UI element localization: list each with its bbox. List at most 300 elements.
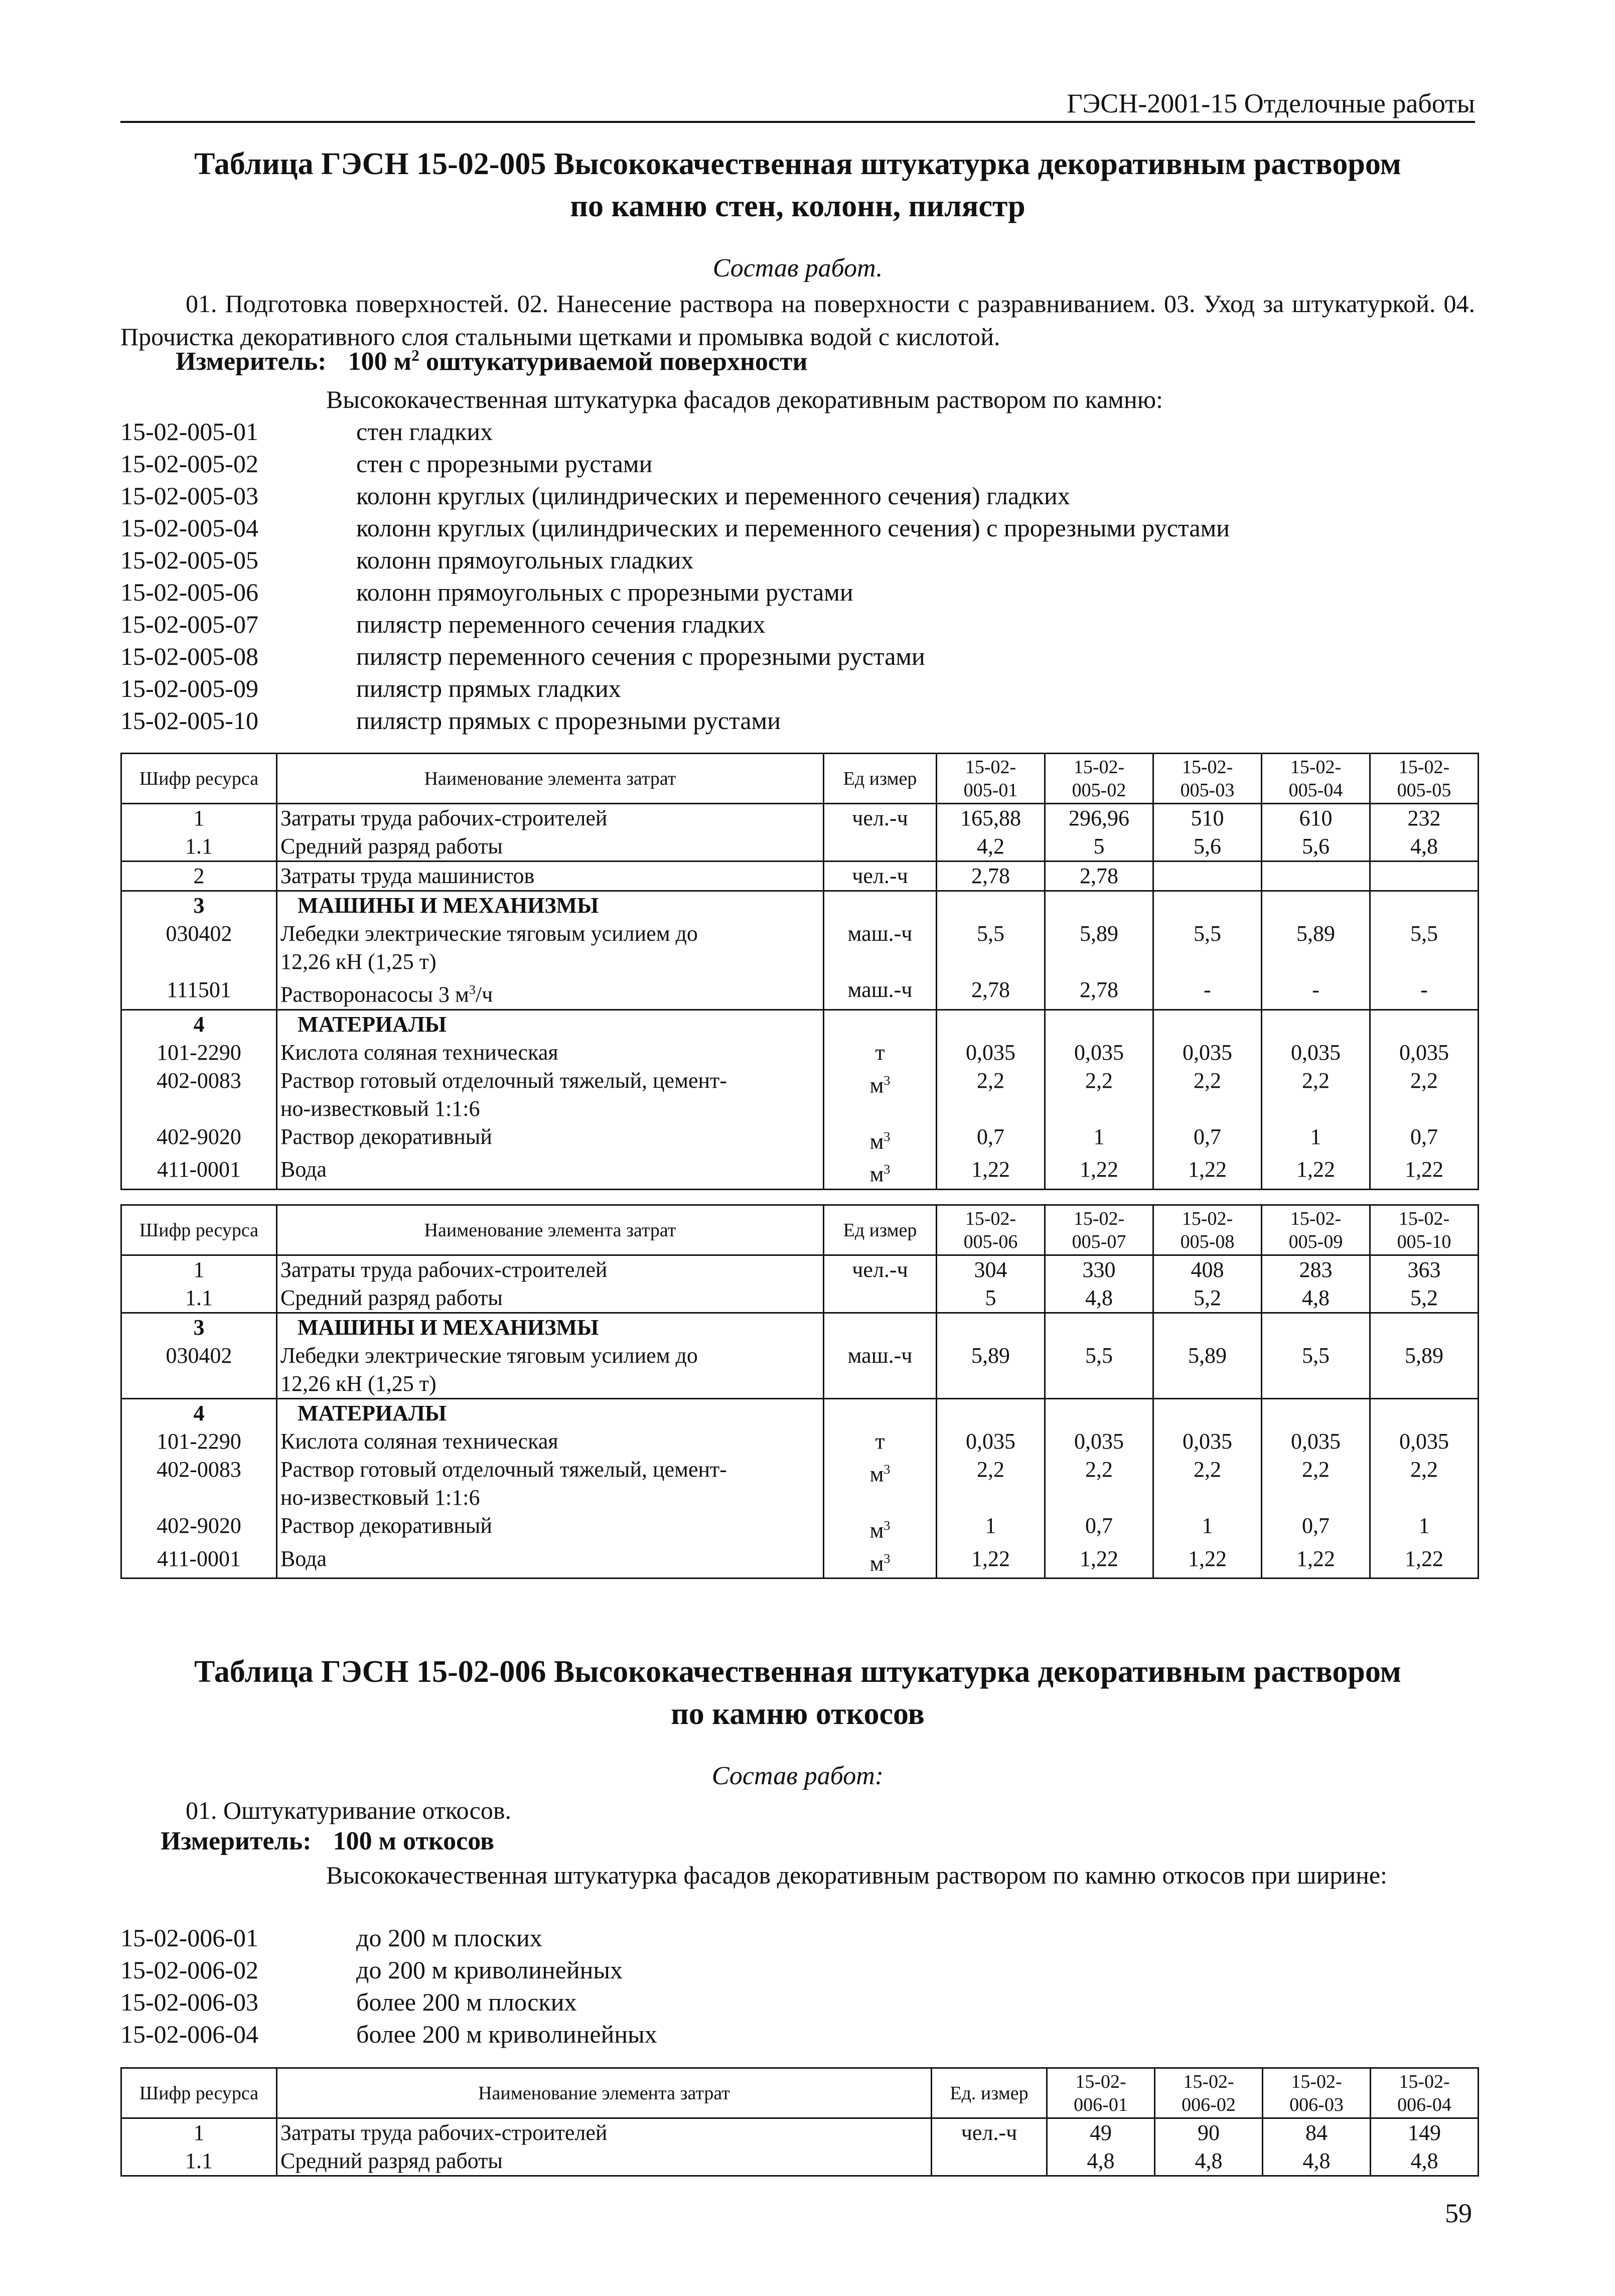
resource-table-1 (120, 753, 1479, 1190)
row-value: 4,8 (1155, 2147, 1263, 2176)
col-top: 15-02- (1182, 1208, 1233, 1229)
code-row (120, 672, 1475, 704)
table-row (121, 1067, 1479, 1123)
col-top: 15-02- (1073, 1208, 1125, 1229)
code: 15-02-005-02 (120, 450, 258, 478)
table-header-row (121, 2068, 1479, 2118)
table-row (121, 862, 1479, 891)
row-value: 296,96 (1045, 804, 1153, 833)
row-value: - (1153, 976, 1262, 1010)
section1-title (120, 143, 1475, 227)
row-value (1370, 862, 1479, 891)
header-col (1263, 2068, 1371, 2118)
row-value: 2,78 (937, 862, 1045, 891)
row-code: 402-9020 (121, 1512, 277, 1545)
col-bottom: 006-04 (1397, 2094, 1451, 2115)
header-col (1045, 1205, 1153, 1255)
row-value: 5,89 (1153, 1342, 1262, 1399)
table-row (121, 1284, 1479, 1313)
code: 15-02-006-04 (120, 2020, 258, 2048)
section2-title (120, 1651, 1475, 1735)
row-unit: чел.-ч (932, 2118, 1047, 2147)
row-unit (824, 832, 937, 862)
code-row (120, 1922, 1475, 1954)
col-bottom: 005-01 (963, 779, 1018, 801)
row-value: 5 (937, 1284, 1045, 1313)
row-code: 402-9020 (121, 1123, 277, 1156)
row-name: Кислота соляная техническая (277, 1039, 824, 1067)
table-row (121, 920, 1479, 976)
table-row (121, 976, 1479, 1010)
code: 15-02-005-01 (120, 417, 258, 446)
row-unit: т (824, 1427, 937, 1456)
col-top: 15-02- (1290, 756, 1342, 778)
col-top: 15-02- (1291, 2071, 1342, 2092)
row-name: Раствор декоративный (277, 1123, 824, 1156)
row-value: 49 (1047, 2118, 1155, 2147)
row-name-sup: 3 (469, 982, 476, 997)
row-name-b: /ч (475, 982, 493, 1007)
header-code: Шифр ресурса (121, 1205, 277, 1255)
row-code: 402-0083 (121, 1456, 277, 1512)
row-name: Вода (277, 1156, 824, 1189)
row-value: 1 (937, 1512, 1045, 1545)
row-value: 2,2 (1262, 1456, 1370, 1512)
row-value: 283 (1262, 1255, 1370, 1284)
code-desc: до 200 м плоских (356, 1924, 542, 1952)
header-unit: Ед. измер (932, 2068, 1047, 2118)
col-bottom: 005-04 (1288, 779, 1343, 801)
row-code: 101-2290 (121, 1427, 277, 1456)
code-row (120, 2018, 1475, 2050)
code-row (120, 1986, 1475, 2018)
row-unit: маш.-ч (824, 920, 937, 976)
row-value: 330 (1045, 1255, 1153, 1284)
row-code: 101-2290 (121, 1039, 277, 1067)
row-name-line2: но-известковый 1:1:6 (280, 1485, 480, 1510)
row-value: 5,2 (1370, 1284, 1479, 1313)
row-value: 304 (937, 1255, 1045, 1284)
header-name: Наименование элемента затрат (277, 754, 824, 804)
col-bottom: 005-08 (1180, 1231, 1235, 1252)
table-row (121, 2147, 1479, 2176)
row-value: 2,2 (937, 1067, 1045, 1123)
code-desc: стен с прорезными рустами (356, 450, 653, 478)
row-value: 1 (1045, 1123, 1153, 1156)
code-row (120, 512, 1475, 544)
row-value: 1,22 (1262, 1545, 1370, 1578)
code-desc: более 200 м плоских (356, 1988, 577, 2016)
row-value: 1,22 (1153, 1156, 1262, 1189)
row-value: 2,2 (1262, 1067, 1370, 1123)
unit-sup: 3 (884, 1129, 891, 1144)
code-desc: колонн прямоугольных гладких (356, 546, 694, 574)
row-value: 0,035 (937, 1039, 1045, 1067)
unit-text: м (869, 1162, 884, 1187)
col-bottom: 005-03 (1180, 779, 1235, 801)
section2-title-line1: Таблица ГЭСН 15-02-006 Высококачественная штукатурка декоративным раствором (194, 1655, 1401, 1689)
row-name: Затраты труда машинистов (277, 862, 824, 891)
row-value: 0,035 (1370, 1039, 1479, 1067)
unit-sup: 3 (884, 1551, 891, 1566)
row-code: 411-0001 (121, 1545, 277, 1578)
code-row (120, 544, 1475, 576)
table-row (121, 1123, 1479, 1156)
row-name: Раствор декоративный (277, 1512, 824, 1545)
row-value: 84 (1263, 2118, 1371, 2147)
empty-cell (824, 1313, 937, 1342)
code-row (120, 1954, 1475, 1986)
row-value: 5,5 (1045, 1342, 1153, 1399)
section1-work-composition: 01. Подготовка поверхностей. 02. Нанесение раствора на поверхности с разравниванием. 03. Уход за штукатуркой. 04. Прочистка декоративного слоя стальными щетками и промывка водой с кислотой. (120, 290, 1475, 351)
row-value: 610 (1262, 804, 1370, 833)
row-unit: маш.-ч (824, 976, 937, 1010)
table-row (121, 1545, 1479, 1578)
row-value: 0,035 (1262, 1427, 1370, 1456)
row-unit: т (824, 1039, 937, 1067)
row-value: 408 (1153, 1255, 1262, 1284)
section1-measure (176, 346, 808, 376)
table-row (121, 1427, 1479, 1456)
unit-sup: 3 (884, 1162, 891, 1177)
resource-table-2 (120, 1204, 1479, 1579)
table-row (121, 1255, 1479, 1284)
row-name: Средний разряд работы (277, 1284, 824, 1313)
page-number: 59 (1445, 2198, 1472, 2228)
row-code: 411-0001 (121, 1156, 277, 1189)
empty-cell (937, 1010, 1045, 1039)
header-unit: Ед измер (824, 754, 937, 804)
row-name (277, 920, 824, 976)
row-value: 2,2 (1045, 1456, 1153, 1512)
header-col (1371, 2068, 1479, 2118)
col-bottom: 005-05 (1397, 779, 1451, 801)
row-name: Затраты труда рабочих-строителей (277, 2118, 932, 2147)
row-name-line2: 12,26 кН (1,25 т) (280, 949, 436, 974)
header-name: Наименование элемента затрат (277, 1205, 824, 1255)
row-value: 0,7 (1262, 1512, 1370, 1545)
code: 15-02-005-06 (120, 578, 258, 606)
row-value: 4,8 (1370, 832, 1479, 862)
empty-cell (937, 891, 1045, 920)
col-bottom: 006-03 (1289, 2094, 1344, 2115)
empty-cell (1153, 1399, 1262, 1428)
unit-sup: 3 (884, 1462, 891, 1477)
row-name (277, 1067, 824, 1123)
col-top: 15-02- (1182, 756, 1233, 778)
row-value: 0,035 (1045, 1427, 1153, 1456)
section1-title-line2: по камню стен, колонн, пилястр (570, 189, 1025, 223)
empty-cell (1045, 1313, 1153, 1342)
header-col (1155, 2068, 1263, 2118)
table-header-row (121, 754, 1479, 804)
table-row (121, 1156, 1479, 1189)
row-value: 1,22 (937, 1545, 1045, 1578)
row-unit (824, 1545, 937, 1578)
row-unit (824, 1456, 937, 1512)
code-row (120, 640, 1475, 672)
row-value: 1,22 (1153, 1545, 1262, 1578)
col-bottom: 006-01 (1074, 2094, 1128, 2115)
row-value: 5,89 (1262, 920, 1370, 976)
row-name (277, 1456, 824, 1512)
empty-cell (1370, 1399, 1479, 1428)
row-unit (824, 1156, 937, 1189)
row-name: Средний разряд работы (277, 832, 824, 862)
row-value: 1,22 (1370, 1156, 1479, 1189)
section2-work-composition-title: Состав работ: (711, 1762, 884, 1790)
unit-text: м (869, 1462, 884, 1487)
empty-cell (1262, 1399, 1370, 1428)
table-row (121, 1512, 1479, 1545)
row-value: 2,2 (1370, 1456, 1479, 1512)
row-value: 149 (1371, 2118, 1479, 2147)
header-name: Наименование элемента затрат (277, 2068, 932, 2118)
row-value: 232 (1370, 804, 1479, 833)
col-top: 15-02- (1073, 756, 1125, 778)
row-unit: чел.-ч (824, 804, 937, 833)
row-code: 402-0083 (121, 1067, 277, 1123)
col-top: 15-02- (1290, 1208, 1342, 1229)
row-unit (824, 1512, 937, 1545)
row-code: 030402 (121, 1342, 277, 1399)
code-desc: колонн прямоугольных с прорезными рустами (356, 578, 853, 606)
section1-intro: Высококачественная штукатурка фасадов декоративным раствором по камню: (326, 385, 1163, 413)
row-value: 1,22 (937, 1156, 1045, 1189)
row-name-line1: Раствор готовый отделочный тяжелый, цемент- (280, 1068, 727, 1093)
row-value: 5,6 (1262, 832, 1370, 862)
col-bottom: 006-02 (1182, 2094, 1236, 2115)
header-col (1153, 754, 1262, 804)
code-desc: колонн круглых (цилиндрических и переменного сечения) с прорезными рустами (356, 514, 1230, 542)
table-row (121, 1342, 1479, 1399)
row-value: 0,035 (1153, 1427, 1262, 1456)
code: 15-02-005-04 (120, 514, 258, 542)
header-col (1262, 1205, 1370, 1255)
col-top: 15-02- (965, 756, 1016, 778)
row-value: 2,2 (1153, 1067, 1262, 1123)
col-top: 15-02- (1398, 1208, 1450, 1229)
col-bottom: 005-06 (963, 1231, 1018, 1252)
code-desc: стен гладких (356, 417, 493, 446)
code-desc: пилястр прямых гладких (356, 674, 621, 702)
row-value: 1 (1153, 1512, 1262, 1545)
code-row (120, 480, 1475, 512)
col-bottom: 005-02 (1072, 779, 1126, 801)
group-title: МАШИНЫ И МЕХАНИЗМЫ (277, 891, 824, 920)
row-code: 030402 (121, 920, 277, 976)
measure-rest: оштукатуриваемой поверхности (426, 347, 808, 376)
empty-cell (1370, 891, 1479, 920)
col-top: 15-02- (1398, 756, 1450, 778)
section2-intro: Высококачественная штукатурка фасадов декоративным раствором по камню откосов при ширине: (326, 1861, 1387, 1889)
table-row (121, 832, 1479, 862)
unit-text: м (869, 1073, 884, 1098)
row-value: 4,8 (1371, 2147, 1479, 2176)
row-value: 1,22 (1262, 1156, 1370, 1189)
code-desc: пилястр переменного сечения с прорезными рустами (356, 642, 925, 670)
code: 15-02-006-03 (120, 1988, 258, 2016)
row-value: 5 (1045, 832, 1153, 862)
row-value: 5,89 (1045, 920, 1153, 976)
row-name: Вода (277, 1545, 824, 1578)
section1-title-line1: Таблица ГЭСН 15-02-005 Высококачественная штукатурка декоративным раствором (194, 147, 1401, 181)
row-value: 5,89 (937, 1342, 1045, 1399)
empty-cell (824, 1010, 937, 1039)
row-value: 1,22 (1370, 1545, 1479, 1578)
empty-cell (824, 891, 937, 920)
row-name-a: Растворонасосы 3 м (280, 982, 469, 1007)
row-name: Средний разряд работы (277, 2147, 932, 2176)
measure-label: Измеритель: (161, 1827, 312, 1855)
row-value: 1 (1262, 1123, 1370, 1156)
unit-sup: 3 (884, 1518, 891, 1533)
row-code: 4 (121, 1010, 277, 1039)
section2-title-line2: по камню откосов (671, 1697, 925, 1731)
unit-text: м (869, 1518, 884, 1543)
row-value: - (1370, 976, 1479, 1010)
row-value: 0,035 (937, 1427, 1045, 1456)
row-unit (824, 1123, 937, 1156)
row-code: 2 (121, 862, 277, 891)
header-code: Шифр ресурса (121, 754, 277, 804)
empty-cell (1262, 891, 1370, 920)
row-name (277, 1342, 824, 1399)
code-row (120, 704, 1475, 737)
row-code: 4 (121, 1399, 277, 1428)
row-unit (824, 1067, 937, 1123)
header-unit: Ед измер (824, 1205, 937, 1255)
row-value: 0,035 (1153, 1039, 1262, 1067)
row-code: 1 (121, 2118, 277, 2147)
row-value: 2,2 (1370, 1067, 1479, 1123)
row-value: 0,035 (1370, 1427, 1479, 1456)
row-code: 1 (121, 804, 277, 833)
code-row (120, 448, 1475, 480)
col-top: 15-02- (1183, 2071, 1234, 2092)
empty-cell (1262, 1313, 1370, 1342)
row-value: 4,8 (1047, 2147, 1155, 2176)
row-value: 5,89 (1370, 1342, 1479, 1399)
row-code: 1.1 (121, 832, 277, 862)
row-unit: чел.-ч (824, 862, 937, 891)
section2-measure (161, 1826, 494, 1856)
row-name: Затраты труда рабочих-строителей (277, 804, 824, 833)
empty-cell (1153, 1010, 1262, 1039)
code: 15-02-005-07 (120, 610, 258, 638)
header-col (1153, 1205, 1262, 1255)
empty-cell (937, 1313, 1045, 1342)
row-code: 1 (121, 1255, 277, 1284)
row-name-line2: но-известковый 1:1:6 (280, 1096, 480, 1121)
code: 15-02-005-03 (120, 482, 258, 510)
row-value: 1,22 (1045, 1156, 1153, 1189)
table-group-row (121, 1399, 1479, 1428)
col-top: 15-02- (965, 1208, 1016, 1229)
row-value: 4,2 (937, 832, 1045, 862)
row-value: 0,7 (1370, 1123, 1479, 1156)
measure-value: 100 м откосов (333, 1827, 495, 1855)
header-col (1370, 754, 1479, 804)
row-value (1153, 862, 1262, 891)
row-unit (932, 2147, 1047, 2176)
row-name-line1: Лебедки электрические тяговым усилием до (280, 921, 698, 946)
table-row (121, 804, 1479, 833)
row-value: 1 (1370, 1512, 1479, 1545)
section2-work-composition: 01. Оштукатуривание откосов. (186, 1796, 512, 1824)
empty-cell (1045, 1010, 1153, 1039)
row-name (277, 976, 824, 1010)
empty-cell (937, 1399, 1045, 1428)
unit-sup: 3 (884, 1073, 891, 1088)
row-value: 0,035 (1045, 1039, 1153, 1067)
section2-code-list (120, 1922, 1475, 2050)
row-value: 2,78 (937, 976, 1045, 1010)
code: 15-02-005-05 (120, 546, 258, 574)
group-title: МАТЕРИАЛЫ (277, 1399, 824, 1428)
row-value: 5,6 (1153, 832, 1262, 862)
unit-text: м (869, 1129, 884, 1154)
code-desc: пилястр прямых с прорезными рустами (356, 706, 781, 735)
header-col (937, 754, 1045, 804)
empty-cell (1153, 891, 1262, 920)
col-bottom: 005-07 (1072, 1231, 1126, 1252)
row-name-line1: Раствор готовый отделочный тяжелый, цемент- (280, 1457, 727, 1482)
row-code: 3 (121, 1313, 277, 1342)
group-title: МАТЕРИАЛЫ (277, 1010, 824, 1039)
row-name-line1: Лебедки электрические тяговым усилием до (280, 1343, 698, 1368)
code: 15-02-006-02 (120, 1956, 258, 1984)
table-header-row (121, 1205, 1479, 1255)
table-group-row (121, 891, 1479, 920)
row-value: 5,5 (1153, 920, 1262, 976)
header-code: Шифр ресурса (121, 2068, 277, 2118)
row-value: 0,7 (1153, 1123, 1262, 1156)
row-value: 1,22 (1045, 1545, 1153, 1578)
measure-sup: 2 (411, 346, 420, 364)
code-desc: пилястр переменного сечения гладких (356, 610, 766, 638)
section1-code-list (120, 415, 1475, 737)
row-value: 165,88 (937, 804, 1045, 833)
row-name-line2: 12,26 кН (1,25 т) (280, 1371, 436, 1396)
row-value: 0,7 (937, 1123, 1045, 1156)
code-desc: до 200 м криволинейных (356, 1956, 623, 1984)
unit-text: м (869, 1551, 884, 1576)
code: 15-02-006-01 (120, 1924, 258, 1952)
row-code: 1.1 (121, 1284, 277, 1313)
row-code: 3 (121, 891, 277, 920)
row-code: 1.1 (121, 2147, 277, 2176)
row-value: 4,8 (1262, 1284, 1370, 1313)
row-value (1262, 862, 1370, 891)
group-title: МАШИНЫ И МЕХАНИЗМЫ (277, 1313, 824, 1342)
header-col (1262, 754, 1370, 804)
col-top: 15-02- (1399, 2071, 1450, 2092)
col-top: 15-02- (1075, 2071, 1126, 2092)
table-row (121, 1039, 1479, 1067)
row-value: 2,78 (1045, 862, 1153, 891)
row-value: 5,2 (1153, 1284, 1262, 1313)
table-group-row (121, 1313, 1479, 1342)
row-value: 5,5 (1370, 920, 1479, 976)
empty-cell (1370, 1010, 1479, 1039)
measure-label: Измеритель: (176, 347, 327, 376)
row-unit: маш.-ч (824, 1342, 937, 1399)
empty-cell (1262, 1010, 1370, 1039)
code: 15-02-005-10 (120, 706, 258, 735)
table-group-row (121, 1010, 1479, 1039)
header-col (1047, 2068, 1155, 2118)
